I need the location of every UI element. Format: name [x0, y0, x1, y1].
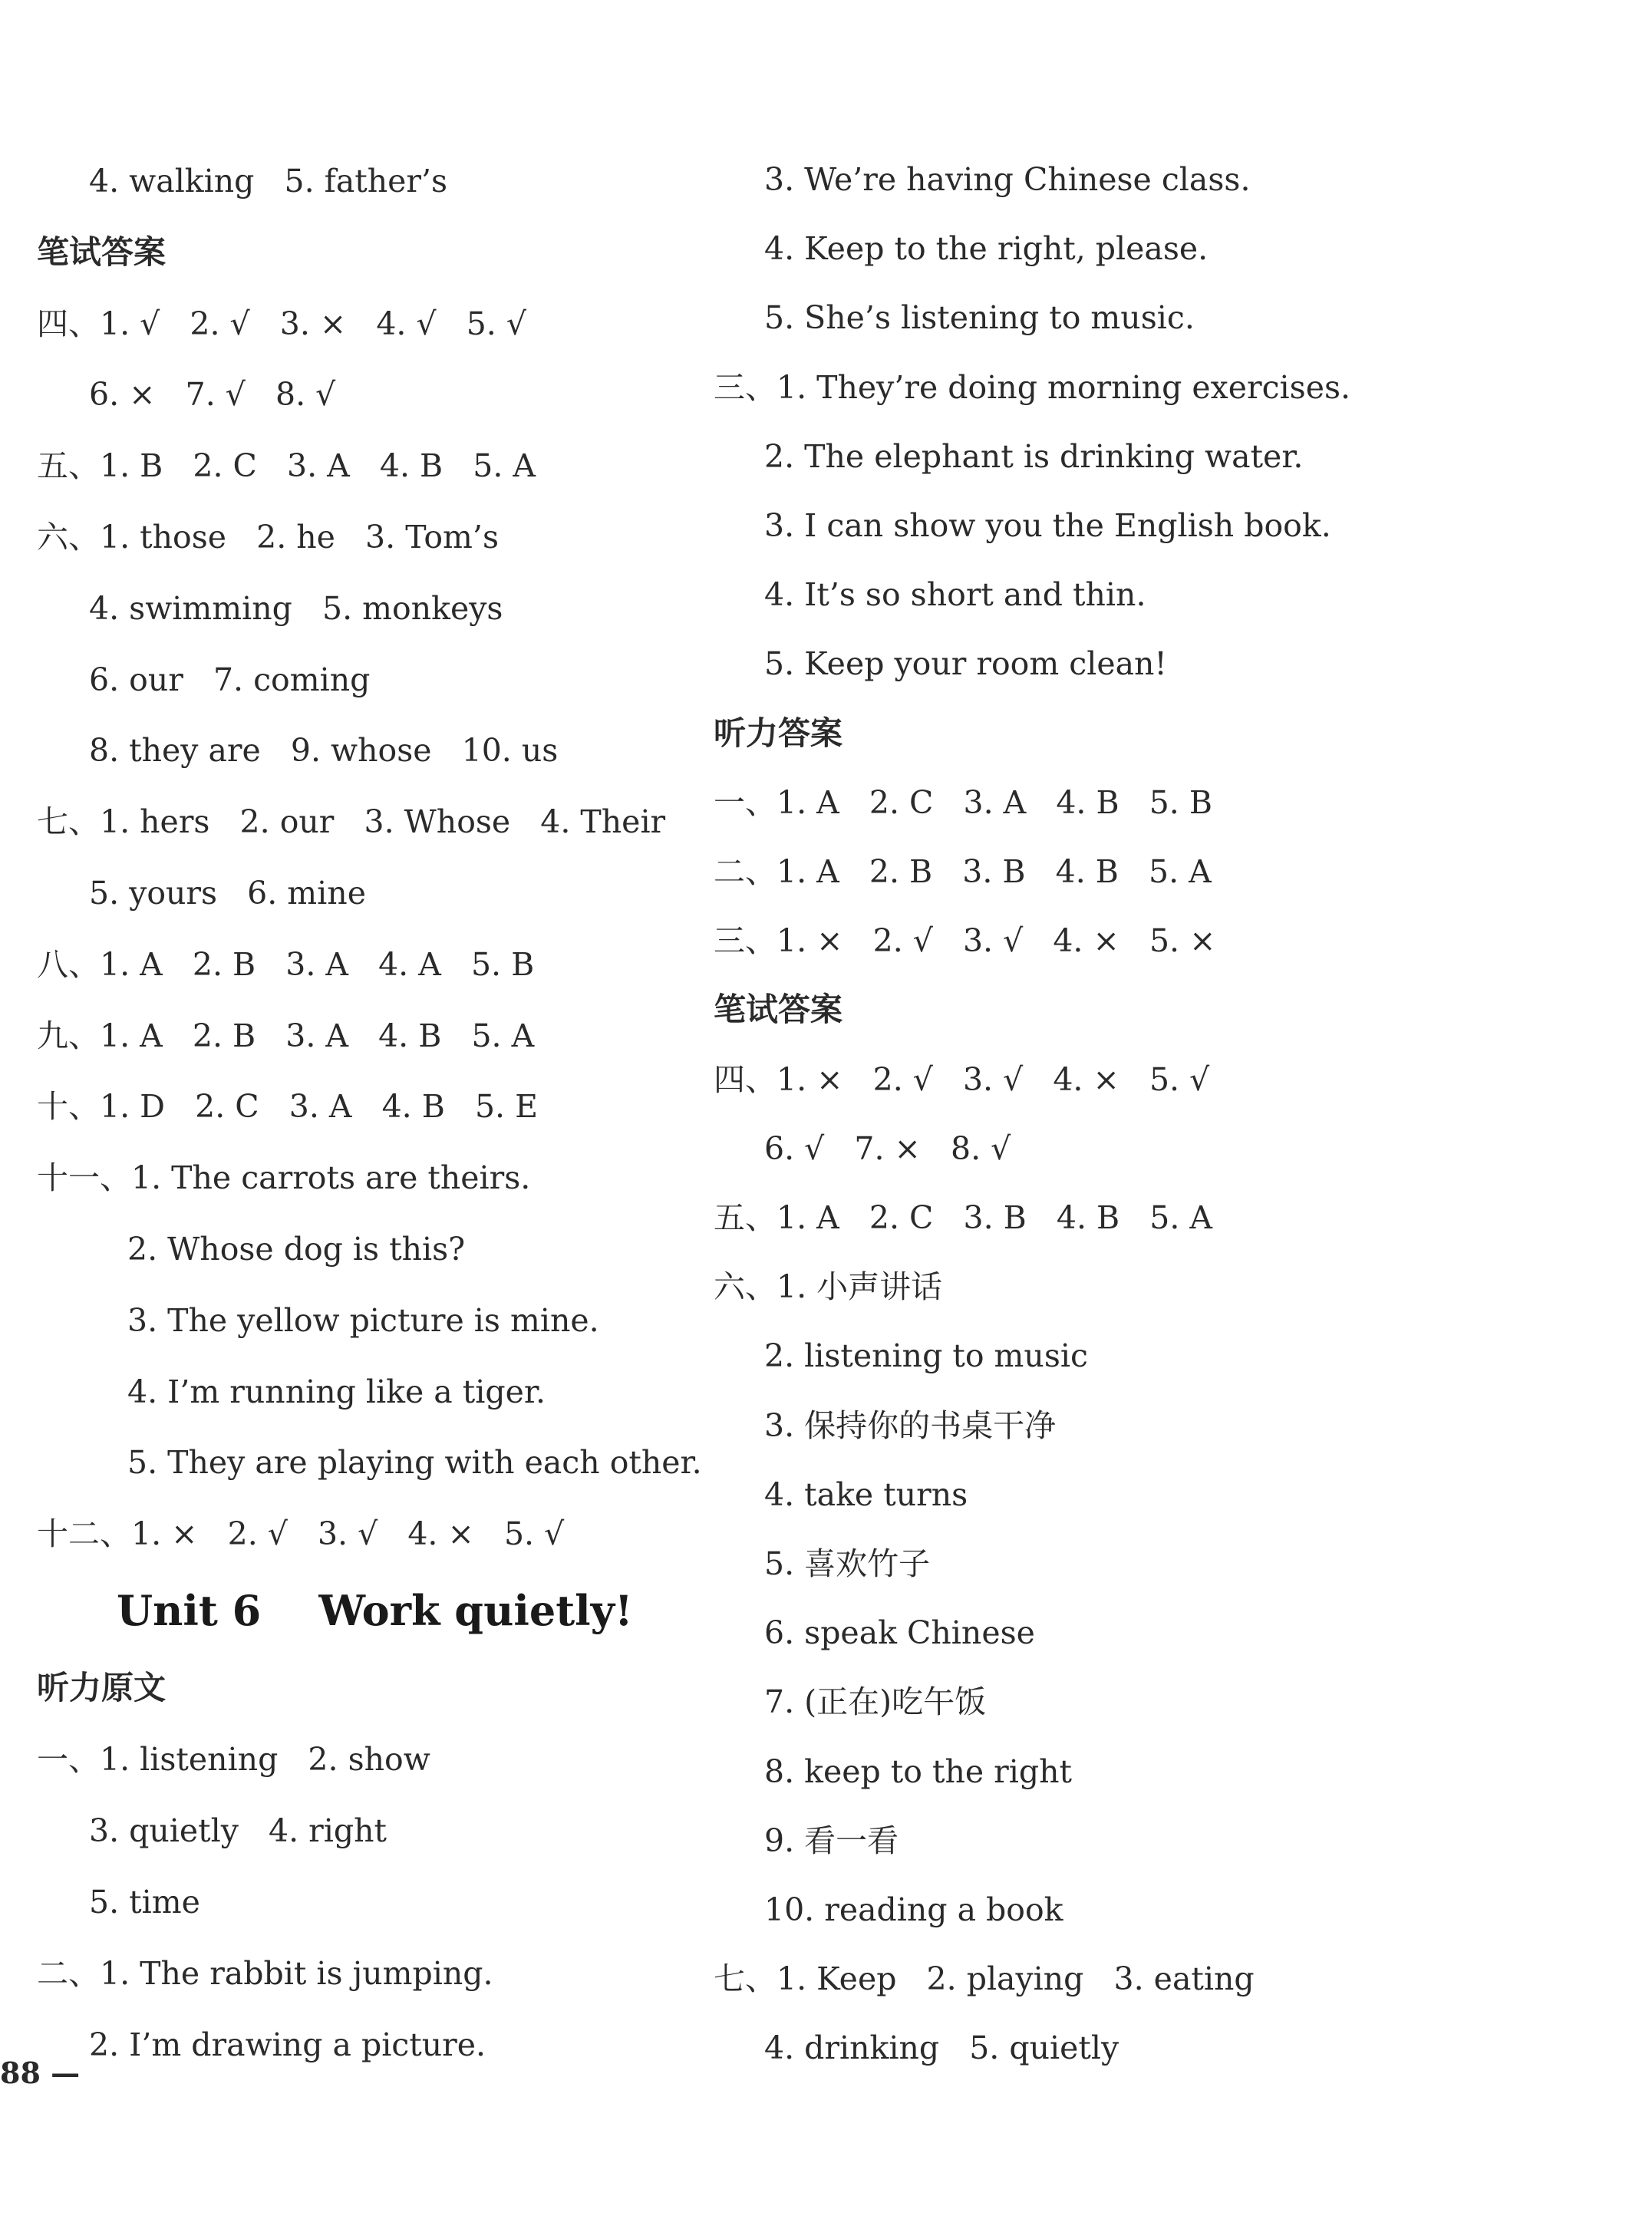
- answer-line: 7. (正在)吃午饭: [764, 1683, 987, 1721]
- answer-line: 十一、1. The carrots are theirs.: [37, 1159, 531, 1197]
- section-heading: 笔试答案: [714, 991, 843, 1029]
- answer-line: 4. swimming 5. monkeys: [89, 589, 503, 627]
- answer-line: 五、1. A 2. C 3. B 4. B 5. A: [714, 1199, 1212, 1236]
- answer-line: 九、1. A 2. B 3. A 4. B 5. A: [37, 1017, 535, 1054]
- answer-line: 五、1. B 2. C 3. A 4. B 5. A: [37, 447, 536, 485]
- answer-line: 4. Keep to the right, please.: [764, 230, 1208, 268]
- answer-line: 9. 看一看: [764, 1822, 899, 1859]
- answer-line: 一、1. A 2. C 3. A 4. B 5. B: [714, 783, 1212, 821]
- answer-line: 8. keep to the right: [764, 1752, 1073, 1790]
- answer-line: 四、1. × 2. √ 3. √ 4. × 5. √: [714, 1060, 1210, 1098]
- answer-line: 3. I can show you the English book.: [764, 507, 1331, 544]
- answer-line: 5. They are playing with each other.: [127, 1444, 702, 1482]
- answer-line: 4. walking 5. father’s: [89, 163, 448, 199]
- answer-line: 6. √ 7. × 8. √: [764, 1129, 1011, 1167]
- answer-line: 5. She’s listening to music.: [764, 299, 1195, 337]
- answer-line: 6. speak Chinese: [764, 1614, 1035, 1652]
- answer-line: 2. The elephant is drinking water.: [764, 437, 1304, 475]
- page-number: 88 —: [0, 2056, 81, 2090]
- answer-line: 七、1. Keep 2. playing 3. eating: [714, 1960, 1255, 1998]
- answer-line: 8. they are 9. whose 10. us: [89, 732, 559, 770]
- answer-line: 3. 保持你的书桌干净: [764, 1406, 1057, 1444]
- answer-line: 5. 喜欢竹子: [764, 1545, 931, 1582]
- answer-line: 三、1. They’re doing morning exercises.: [714, 368, 1351, 406]
- answer-line: 十二、1. × 2. √ 3. √ 4. × 5. √: [37, 1515, 565, 1553]
- answer-line: 5. Keep your room clean!: [764, 645, 1167, 683]
- answer-line: 2. listening to music: [764, 1337, 1088, 1375]
- answer-line: 2. I’m drawing a picture.: [89, 2026, 486, 2063]
- answer-line: 二、1. The rabbit is jumping.: [37, 1955, 493, 1992]
- section-heading: 听力答案: [714, 714, 843, 752]
- answer-line: 四、1. √ 2. √ 3. × 4. √ 5. √: [37, 305, 527, 342]
- section-heading: 听力原文: [37, 1669, 167, 1706]
- answer-line: 七、1. hers 2. our 3. Whose 4. Their: [37, 803, 666, 841]
- answer-line: 4. It’s so short and thin.: [764, 576, 1146, 614]
- section-heading: 笔试答案: [37, 232, 167, 271]
- unit-title: Unit 6 Work quietly!: [117, 1586, 633, 1635]
- answer-line: 六、1. 小声讲话: [714, 1268, 943, 1306]
- answer-line: 4. I’m running like a tiger.: [127, 1373, 546, 1410]
- answer-line: 10. reading a book: [764, 1891, 1063, 1928]
- answer-line: 6. × 7. √ 8. √: [89, 376, 336, 414]
- answer-line: 3. quietly 4. right: [89, 1812, 387, 1849]
- answer-line: 4. take turns: [764, 1475, 968, 1513]
- answer-line: 2. Whose dog is this?: [127, 1231, 466, 1268]
- answer-line: 3. The yellow picture is mine.: [127, 1301, 599, 1339]
- answer-line: 三、1. × 2. √ 3. √ 4. × 5. ×: [714, 922, 1216, 960]
- answer-line: 6. our 7. coming: [89, 661, 371, 698]
- answer-line: 一、1. listening 2. show: [37, 1741, 430, 1778]
- answer-line: 5. yours 6. mine: [89, 875, 366, 912]
- answer-line: 八、1. A 2. B 3. A 4. A 5. B: [37, 945, 535, 983]
- answer-line: 二、1. A 2. B 3. B 4. B 5. A: [714, 853, 1212, 890]
- answer-line: 六、1. those 2. he 3. Tom’s: [37, 519, 499, 556]
- answer-line: 十、1. D 2. C 3. A 4. B 5. E: [37, 1088, 539, 1126]
- answer-line: 3. We’re having Chinese class.: [764, 161, 1251, 198]
- answer-line: 5. time: [89, 1884, 200, 1921]
- answer-line: 4. drinking 5. quietly: [764, 2029, 1119, 2067]
